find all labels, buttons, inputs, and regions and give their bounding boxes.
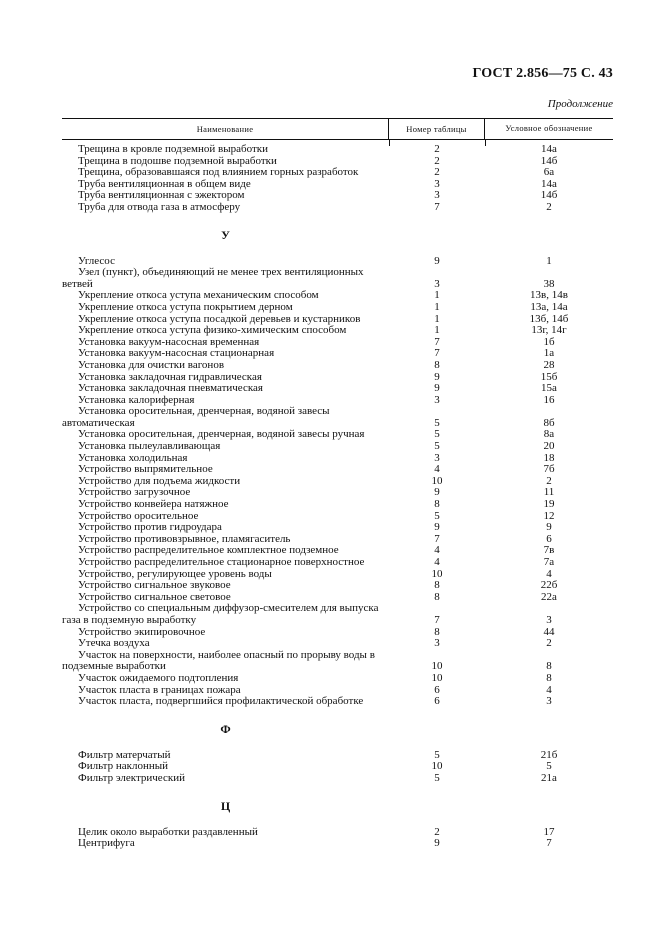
row-symbol: 21б (540, 748, 558, 761)
table-row (62, 406, 613, 429)
row-name: Установка закладочная гидравлическая (78, 370, 262, 383)
table-row (62, 144, 613, 156)
row-symbol: 5 (546, 760, 552, 773)
row-table-number: 3 (434, 393, 440, 406)
row-table-number: 4 (434, 544, 440, 557)
column-header-symbol: Условное обозначение (505, 123, 593, 134)
row-name: Устройство против гидроудара (78, 521, 222, 534)
table-row (62, 202, 613, 214)
row-symbol: 13б, 14б (529, 312, 569, 325)
row-name: Установка вакуум-насосная стационарная (78, 347, 275, 360)
row-name: Трещина в подошве подземной выработки (78, 154, 277, 167)
table-row (62, 696, 613, 708)
row-symbol: 13г, 14г (531, 324, 567, 337)
row-symbol: 7б (543, 463, 555, 476)
row-name: Утечка воздуха (78, 637, 150, 650)
row-symbol: 14б (540, 154, 558, 167)
symbols-table (62, 118, 613, 850)
row-symbol: 4 (546, 683, 552, 696)
row-symbol: 7 (546, 837, 552, 850)
row-symbol: 8б (543, 416, 555, 429)
row-name: Установка закладочная пневматическая (78, 382, 263, 395)
row-name: Устройство, регулирующее уровень воды (78, 567, 272, 580)
row-symbol: 2 (546, 637, 552, 650)
row-name: Углесос (78, 254, 115, 267)
row-symbol: 7а (543, 556, 555, 568)
row-name: Установка вакуум-насосная временная (78, 335, 260, 348)
table-row (62, 638, 613, 650)
row-table-number: 5 (434, 509, 440, 522)
row-symbol: 15б (540, 370, 558, 383)
row-name: Установка оросительная, дренчерная, водяной завесы автоматическая (62, 405, 330, 429)
section-letter: У (221, 227, 230, 242)
row-symbol: 28 (543, 358, 555, 371)
row-symbol: 3 (546, 695, 552, 708)
row-name: Укрепление откоса уступа покрытием дерном (78, 300, 293, 313)
row-table-number: 1 (434, 300, 440, 313)
row-table-number: 8 (434, 358, 440, 371)
row-symbol: 8 (546, 671, 552, 684)
row-symbol: 13а, 14а (530, 300, 568, 313)
row-table-number: 2 (434, 154, 440, 167)
row-table-number: 1 (434, 289, 440, 302)
row-symbol: 8 (546, 660, 552, 673)
row-table-number: 7 (434, 613, 440, 626)
row-table-number: 3 (434, 277, 440, 290)
row-symbol: 22а (541, 590, 557, 603)
row-symbol: 8а (543, 428, 555, 441)
row-name: Установка холодильная (78, 451, 188, 464)
row-symbol: 2 (546, 474, 552, 487)
table-body (62, 140, 613, 850)
row-symbol: 3 (546, 613, 552, 626)
row-name: Укрепление откоса уступа физико-химическим способом (78, 324, 347, 337)
row-symbol: 4 (546, 567, 552, 580)
row-table-number: 9 (434, 370, 440, 383)
row-table-number: 9 (434, 486, 440, 499)
table-row (62, 773, 613, 785)
row-table-number: 10 (431, 671, 443, 684)
row-table-number: 7 (434, 200, 440, 213)
row-table-number: 8 (434, 625, 440, 638)
row-table-number: 9 (434, 254, 440, 267)
row-table-number: 6 (434, 683, 440, 696)
row-table-number: 5 (434, 428, 440, 441)
row-symbol: 11 (543, 486, 555, 499)
section-letter: Ф (220, 721, 231, 736)
row-symbol: 7в (543, 544, 555, 557)
row-table-number: 2 (434, 166, 440, 179)
row-name: Устройство конвейера натяжное (78, 498, 229, 511)
row-table-number: 5 (434, 771, 440, 784)
table-row (62, 267, 613, 290)
row-name: Устройство для подъема жидкости (78, 474, 241, 487)
row-name: Узел (пункт), объединяющий не менее трех вентиляционных ветвей (62, 266, 364, 290)
row-symbol: 17 (543, 825, 555, 838)
row-table-number: 1 (434, 312, 440, 325)
row-table-number: 2 (434, 143, 440, 155)
row-table-number: 9 (434, 521, 440, 534)
row-name: Устройство со специальным диффузор-смесителем для выпуска газа в подземную выработку (62, 602, 379, 626)
row-name: Труба для отвода газа в атмосферу (78, 200, 241, 213)
row-table-number: 3 (434, 637, 440, 650)
table-row (62, 603, 613, 626)
row-table-number: 10 (431, 474, 443, 487)
row-name: Установка оросительная, дренчерная, водяной завесы ручная (78, 428, 365, 441)
document-reference: ГОСТ 2.856—75 С. 43 (472, 66, 613, 81)
row-table-number: 4 (434, 463, 440, 476)
row-name: Участок ожидаемого подтопления (78, 671, 239, 684)
row-name: Установка для очистки вагонов (78, 358, 225, 371)
row-name: Укрепление откоса уступа механическим способом (78, 289, 319, 302)
table-row (62, 650, 613, 673)
table-row (62, 499, 613, 511)
row-table-number: 9 (434, 837, 440, 850)
row-name: Участок пласта в границах пожара (78, 683, 241, 696)
row-symbol: 14а (541, 177, 557, 190)
row-symbol: 2 (546, 200, 552, 213)
table-row (62, 441, 613, 453)
row-table-number: 8 (434, 590, 440, 603)
row-name: Центрифуга (78, 837, 135, 850)
row-table-number: 10 (431, 760, 443, 773)
table-row (62, 360, 613, 372)
row-table-number: 10 (431, 660, 443, 673)
column-header-name: Наименование (62, 119, 389, 139)
row-symbol: 9 (546, 521, 552, 534)
row-symbol: 1б (543, 335, 555, 348)
column-divider (485, 140, 486, 146)
row-name: Установка калориферная (78, 393, 195, 406)
row-symbol: 15а (541, 382, 557, 395)
row-name: Устройство экипировочное (78, 625, 206, 638)
row-table-number: 6 (434, 695, 440, 708)
table-row (62, 383, 613, 395)
table-row (62, 827, 613, 839)
row-table-number: 1 (434, 324, 440, 337)
row-symbol: 44 (543, 625, 555, 638)
row-table-number: 3 (434, 177, 440, 190)
row-name: Устройство оросительное (78, 509, 199, 522)
row-symbol: 14а (541, 143, 557, 155)
row-name: Фильтр матерчатый (78, 748, 171, 761)
row-symbol: 38 (543, 277, 555, 290)
row-table-number: 8 (434, 498, 440, 511)
row-table-number: 5 (434, 440, 440, 453)
row-symbol: 6 (546, 532, 552, 545)
table-row (62, 302, 613, 314)
row-symbol: 19 (543, 498, 555, 511)
row-table-number: 7 (434, 335, 440, 348)
row-name: Устройство распределительное стационарное поверхностное (78, 556, 365, 568)
row-name: Труба вентиляционная с эжектором (78, 189, 245, 202)
row-symbol: 6а (543, 166, 555, 179)
row-symbol: 16 (543, 393, 555, 406)
row-table-number: 3 (434, 451, 440, 464)
column-header-table-number: Номер таблицы (389, 119, 485, 139)
row-name: Фильтр наклонный (78, 760, 169, 773)
row-name: Устройство сигнальное световое (78, 590, 231, 603)
row-name: Укрепление откоса уступа посадкой деревьев и кустарников (78, 312, 361, 325)
row-table-number: 8 (434, 579, 440, 592)
table-row (62, 325, 613, 337)
continuation-label: Продолжение (547, 98, 613, 110)
row-symbol: 21а (541, 771, 557, 784)
row-table-number: 5 (434, 416, 440, 429)
row-name: Трещина, образовавшаяся под влиянием горных разработок (78, 166, 359, 179)
row-table-number: 10 (431, 567, 443, 580)
row-name: Устройство сигнальное звуковое (78, 579, 231, 592)
row-symbol: 1а (543, 347, 555, 360)
row-name: Устройство загрузочное (78, 486, 191, 499)
row-table-number: 5 (434, 748, 440, 761)
row-symbol: 20 (543, 440, 555, 453)
row-table-number: 9 (434, 382, 440, 395)
row-table-number: 7 (434, 532, 440, 545)
row-symbol: 22б (540, 579, 558, 592)
row-name: Участок пласта, подвергшийся профилактической обработке (78, 695, 364, 708)
row-name: Фильтр электрический (78, 771, 185, 784)
table-row (62, 557, 613, 569)
row-name: Установка пылеулавливающая (78, 440, 221, 453)
row-table-number: 3 (434, 189, 440, 202)
row-name: Устройство выпрямительное (78, 463, 213, 476)
row-name: Участок на поверхности, наиболее опасный по прорыву воды в подземные выработки (62, 648, 375, 673)
row-symbol: 13в, 14в (530, 289, 568, 302)
row-symbol: 1 (546, 254, 552, 267)
table-row (62, 673, 613, 685)
row-table-number: 7 (434, 347, 440, 360)
row-name: Устройство распределительное комплектное подземное (78, 544, 339, 557)
table-header (62, 118, 613, 140)
column-divider (389, 140, 390, 146)
row-name: Трещина в кровле подземной выработки (78, 143, 268, 155)
row-symbol: 12 (543, 509, 555, 522)
row-symbol: 18 (543, 451, 555, 464)
row-name: Целик около выработки раздавленный (78, 825, 258, 838)
table-row (62, 838, 613, 850)
row-name: Труба вентиляционная в общем виде (78, 177, 251, 190)
row-table-number: 2 (434, 825, 440, 838)
row-name: Устройство противовзрывное, пламягаситель (78, 532, 291, 545)
row-table-number: 4 (434, 556, 440, 568)
section-letter: Ц (220, 798, 231, 813)
row-symbol: 14б (540, 189, 558, 202)
